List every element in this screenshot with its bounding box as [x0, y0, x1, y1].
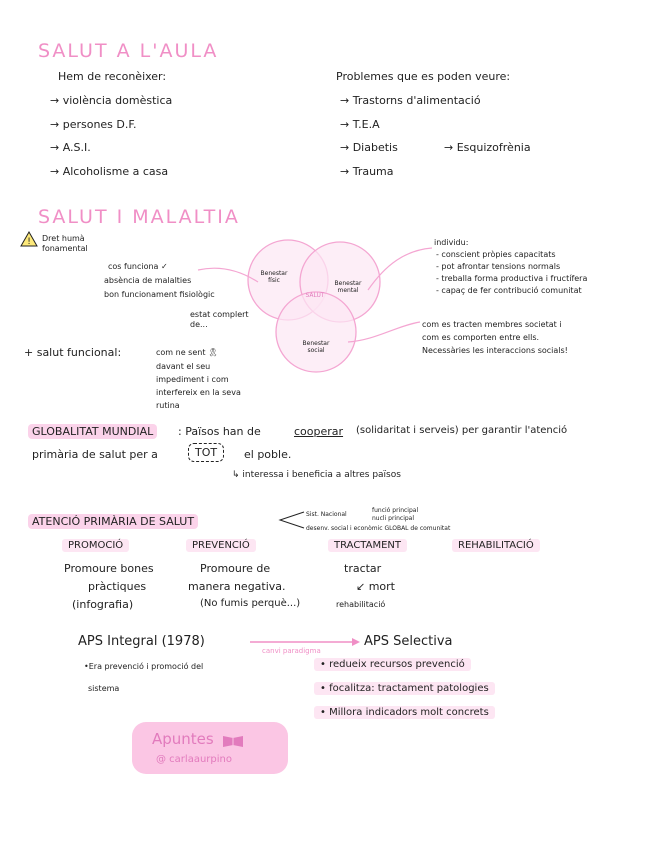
social-note: com es comporten entre ells. — [422, 333, 540, 342]
section-title-salut-aula: SALUT A L'AULA — [38, 40, 219, 62]
branch-bottom: desenv. social i econòmic GLOBAL de comunitat — [306, 525, 451, 532]
prevencio-note: Promoure de — [200, 562, 271, 575]
branch-top-sub: nucli principal — [372, 515, 415, 522]
warning-text: Dret humà fonamental — [42, 234, 88, 253]
globalitat-sub: ↳ interessa i beneficia a altres països — [232, 470, 401, 480]
left-note: bon funcionament fisiològic — [104, 290, 215, 299]
globalitat-text-d: el poble. — [244, 448, 292, 461]
selectiva-note: • focalitza: tractament patologies — [314, 682, 495, 695]
tab-tractament: TRACTAMENT — [328, 539, 407, 552]
branch-top-sub: funció principal — [372, 507, 419, 514]
svg-text:!: ! — [27, 237, 31, 247]
individu-note: - treballa forma productiva i fructífera — [436, 274, 588, 283]
selectiva-note: • redueix recursos prevenció — [314, 658, 471, 671]
social-note: Necessàries les interaccions socials! — [422, 346, 568, 355]
venn-label-center: SALUT — [305, 292, 325, 299]
arrow-icon — [346, 316, 422, 346]
aps-selectiva: APS Selectiva — [364, 634, 453, 649]
branch-arrows-icon — [276, 508, 306, 532]
individu-note: - capaç de fer contribució comunitat — [436, 286, 582, 295]
right-heading: Problemes que es poden veure: — [336, 70, 511, 83]
social-note: com es tracten membres societat i — [422, 320, 562, 329]
individu-note: - pot afrontar tensions normals — [436, 262, 561, 271]
left-item: → persones D.F. — [50, 118, 137, 131]
aps-integral: APS Integral (1978) — [78, 634, 205, 649]
promocio-note: Promoure bones — [64, 562, 154, 575]
tab-rehabilitacio: REHABILITACIÓ — [452, 539, 540, 552]
left-note: absència de malalties — [104, 276, 192, 285]
book-icon — [222, 733, 244, 752]
selectiva-note: • Millora indicadors molt concrets — [314, 706, 495, 719]
individu-note: - conscient pròpies capacitats — [436, 250, 556, 259]
right-item: → Trastorns d'alimentació — [340, 94, 481, 107]
venn-label-fisic: Benestar físic — [260, 270, 288, 284]
right-item: → Esquizofrènia — [444, 141, 531, 154]
right-item: → T.E.A — [340, 118, 380, 131]
arrow-icon — [196, 262, 260, 292]
section-title-globalitat: GLOBALITAT MUNDIAL — [28, 424, 157, 439]
arrow-icon — [366, 244, 436, 294]
branch-top: Sist. Nacional — [306, 511, 347, 518]
tab-prevencio: PREVENCIÓ — [186, 539, 256, 552]
integral-note: sistema — [88, 684, 120, 693]
venn-circle-social — [276, 292, 356, 372]
promocio-note: pràctiques — [88, 580, 147, 593]
promocio-note: (infografia) — [72, 598, 134, 611]
estat-note: estat complert de... — [190, 310, 249, 329]
left-note: cos funciona ✓ — [108, 262, 168, 271]
individu-note: individu: — [434, 238, 469, 247]
prevencio-note: (No fumis perquè...) — [200, 598, 301, 609]
stamp-line2: @ carlaaurpino — [156, 754, 232, 765]
globalitat-text-c: primària de salut per a — [32, 448, 158, 461]
left-heading: Hem de reconèixer: — [58, 70, 167, 83]
left-item: → violència domèstica — [50, 94, 173, 107]
venn-label-mental: Benestar mental — [334, 280, 362, 294]
tab-promocio: PROMOCIÓ — [62, 539, 129, 552]
funcional-note: rutina — [156, 401, 180, 410]
section-title-aps: ATENCIÓ PRIMÀRIA DE SALUT — [28, 514, 198, 529]
tractament-note: tractar — [344, 562, 382, 575]
left-item: → Alcoholisme a casa — [50, 165, 169, 178]
globalitat-cooperar: cooperar — [294, 425, 344, 438]
globalitat-text-b: (solidaritat i serveis) per garantir l'atenció — [356, 425, 568, 436]
canvi-paradigma: canvi paradigma — [262, 647, 321, 655]
tot-badge: TOT — [188, 443, 224, 462]
right-item: → Diabetis — [340, 141, 398, 154]
funcional-note: interfereix en la seva — [156, 388, 241, 397]
right-item: → Trauma — [340, 165, 394, 178]
funcional-note: impediment i com — [156, 375, 229, 384]
venn-label-social: Benestar social — [302, 340, 330, 354]
stamp-line1: Apuntes — [152, 730, 214, 748]
tractament-note: rehabilitació — [336, 600, 386, 609]
warning-icon — [20, 231, 38, 251]
funcional-note: com ne sent 🎗 — [156, 348, 219, 357]
section-title-salut-malaltia: SALUT I MALALTIA — [38, 206, 240, 228]
prevencio-note: manera negativa. — [188, 580, 286, 593]
globalitat-text-a: : Països han de — [178, 425, 261, 438]
funcional-note: davant el seu — [156, 362, 211, 371]
salut-funcional-label: + salut funcional: — [24, 346, 122, 359]
tractament-note: ↙ mort — [356, 580, 395, 593]
integral-note: •Era prevenció i promoció del — [84, 662, 204, 671]
left-item: → A.S.I. — [50, 141, 91, 154]
